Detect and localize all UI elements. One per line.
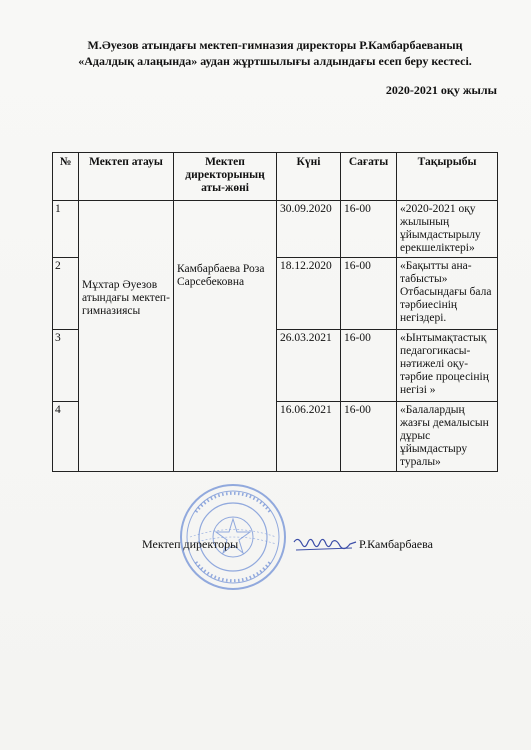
row-time: 16-00	[341, 258, 397, 330]
row-date: 16.06.2021	[277, 402, 341, 472]
director-name-cell	[174, 201, 277, 472]
row-topic: «Ынтымақтастық педагогикасы-нәтижелі оқу-тәрбие процесінің негізі »	[397, 330, 498, 402]
row-number: 1	[53, 201, 79, 258]
row-date: 30.09.2020	[277, 201, 341, 258]
row-topic: «2020-2021 оқу жылының ұйымдастырылу ерекшеліктері»	[397, 201, 498, 258]
row-date: 18.12.2020	[277, 258, 341, 330]
school-name-cell	[79, 201, 174, 472]
header-date: Күні	[277, 153, 341, 201]
table-header-row	[53, 153, 498, 201]
title-line-1: М.Әуезов атындағы мектеп-гимназия директоры Р.Камбарбаеваның	[87, 38, 463, 52]
header-topic: Тақырыбы	[397, 153, 498, 201]
table-row	[53, 201, 498, 258]
row-topic: «Балалардың жазғы демалысын дұрыс ұйымдастыру туралы»	[397, 402, 498, 472]
document-title	[40, 37, 510, 69]
schedule-table	[52, 152, 498, 472]
header-time: Сағаты	[341, 153, 397, 201]
row-number: 3	[53, 330, 79, 402]
header-school: Мектеп атауы	[79, 153, 174, 201]
row-time: 16-00	[341, 402, 397, 472]
row-date: 26.03.2021	[277, 330, 341, 402]
signer-name: Р.Камбарбаева	[359, 537, 433, 551]
row-number: 2	[53, 258, 79, 330]
academic-year: 2020-2021 оқу жылы	[385, 83, 497, 97]
signature-icon	[292, 534, 358, 556]
row-number: 4	[53, 402, 79, 472]
director-title: Мектеп директоры	[142, 537, 239, 551]
school-name: Мұхтар Әуезов атындағы мектеп-гимназиясы	[82, 278, 170, 317]
header-director: Мектеп директорының аты-жөні	[174, 153, 277, 201]
row-time: 16-00	[341, 201, 397, 258]
header-number: №	[53, 153, 79, 201]
row-time: 16-00	[341, 330, 397, 402]
director-name: Камбарбаева Роза Сарсебековна	[177, 263, 265, 288]
row-topic: «Бақытты ана-табысты» Отбасындағы бала тәрбиесінің негіздері.	[397, 258, 498, 330]
title-line-2: «Адалдық алаңында» аудан жұртшылығы алдындағы есеп беру кестесі.	[78, 54, 472, 68]
